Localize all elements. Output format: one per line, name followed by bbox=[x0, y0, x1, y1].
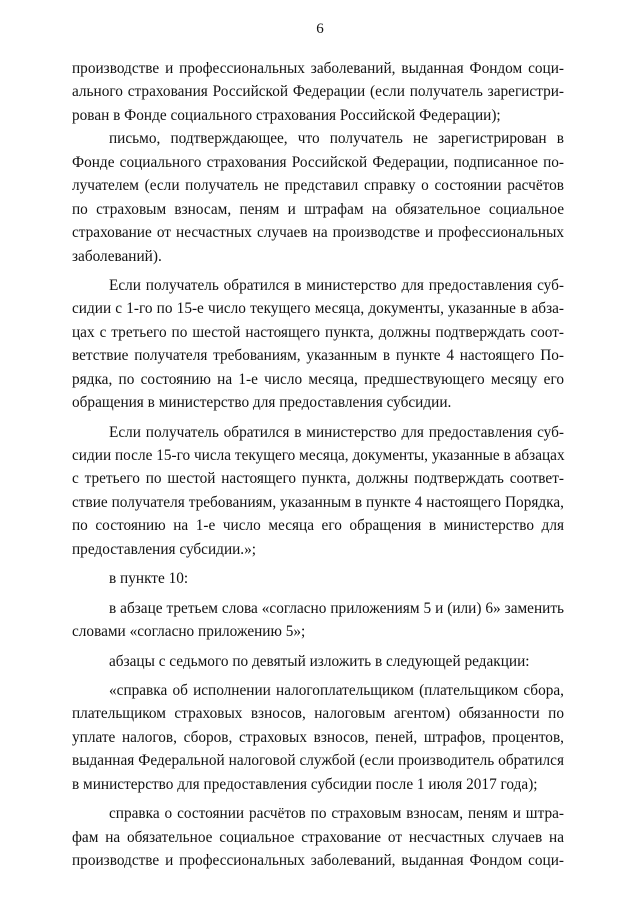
text-line: цах с третьего по шестой настоящего пункта, должны подтверждать соот- bbox=[72, 323, 564, 341]
text-line: словами «согласно приложению 5»; bbox=[72, 623, 306, 641]
text-line: сидии после 15-го числа текущего месяца, документы, указанные в абзацах bbox=[72, 447, 565, 464]
text-line: в пункте 10: bbox=[109, 570, 189, 588]
text-line: обращения в министерство для предоставления субсидии. bbox=[72, 394, 452, 412]
text-line: предоставления субсидии.»; bbox=[72, 540, 257, 558]
text-line: по страховым взносам, пеням и штрафам на обязательное социальное bbox=[72, 200, 564, 218]
text-line: по состоянию на 1-е число месяца его обращения в министерство для bbox=[72, 517, 564, 535]
text-line: страхование от несчастных случаев на производстве и профессиональных bbox=[72, 224, 564, 242]
text-line: плательщиком страховых взносов, налоговым агентом) обязанности по bbox=[72, 705, 564, 723]
document-body bbox=[72, 57, 564, 872]
text-line: Фонде социального страхования Российской Федерации, подписанное по- bbox=[72, 153, 564, 171]
text-line: письмо, подтверждающее, что получатель не зарегистрирован в bbox=[109, 130, 564, 148]
text-line: производстве и профессиональных заболеваний, выданная Фондом соци- bbox=[72, 852, 564, 869]
text-line: Если получатель обратился в министерство для предоставления суб- bbox=[109, 423, 564, 441]
text-line: в министерство для предоставления субсидии после 1 июля 2017 года); bbox=[72, 775, 538, 793]
text-line: ального страхования Российской Федерации (если получатель зарегистри- bbox=[72, 83, 564, 101]
text-line: с третьего по шестой настоящего пункта, должны подтверждать соответ- bbox=[72, 470, 564, 488]
text-line: лучателем (если получатель не представил справку о состоянии расчётов bbox=[72, 177, 564, 195]
page-number: 6 bbox=[316, 21, 324, 37]
text-line: «справка об исполнении налогоплательщиком (плательщиком сбора, bbox=[109, 681, 564, 699]
text-line: фам на обязательное социальное страхование от несчастных случаев на bbox=[72, 828, 564, 846]
text-line: справка о состоянии расчётов по страховым взносам, пеням и штра- bbox=[109, 805, 564, 823]
text-line: Если получатель обратился в министерство для предоставления суб- bbox=[109, 276, 564, 294]
text-line: производстве и профессиональных заболеваний, выданная Фондом соци- bbox=[72, 60, 564, 77]
text-line: ствие получателя требованиям, указанным в пункте 4 настоящего Порядка, bbox=[72, 493, 564, 511]
text-line: выданная Федеральной налоговой службой (если производитель обратился bbox=[72, 752, 564, 770]
text-line: сидии с 1-го по 15-е число текущего месяца, документы, указанные в абза- bbox=[72, 300, 564, 318]
text-line: абзацы с седьмого по девятый изложить в следующей редакции: bbox=[109, 652, 530, 670]
text-line: заболеваний). bbox=[72, 247, 162, 265]
text-line: в абзаце третьем слова «согласно приложениям 5 и (или) 6» заменить bbox=[109, 599, 564, 617]
text-line: ветствие получателя требованиям, указанным в пункте 4 настоящего По- bbox=[72, 347, 564, 365]
text-line: уплате налогов, сборов, страховых взносов, пеней, штрафов, процентов, bbox=[72, 728, 564, 746]
text-line: рован в Фонде социального страхования Российской Федерации); bbox=[72, 106, 501, 124]
text-line: рядка, по состоянию на 1-е число месяца, предшествующего месяцу его bbox=[72, 370, 564, 388]
